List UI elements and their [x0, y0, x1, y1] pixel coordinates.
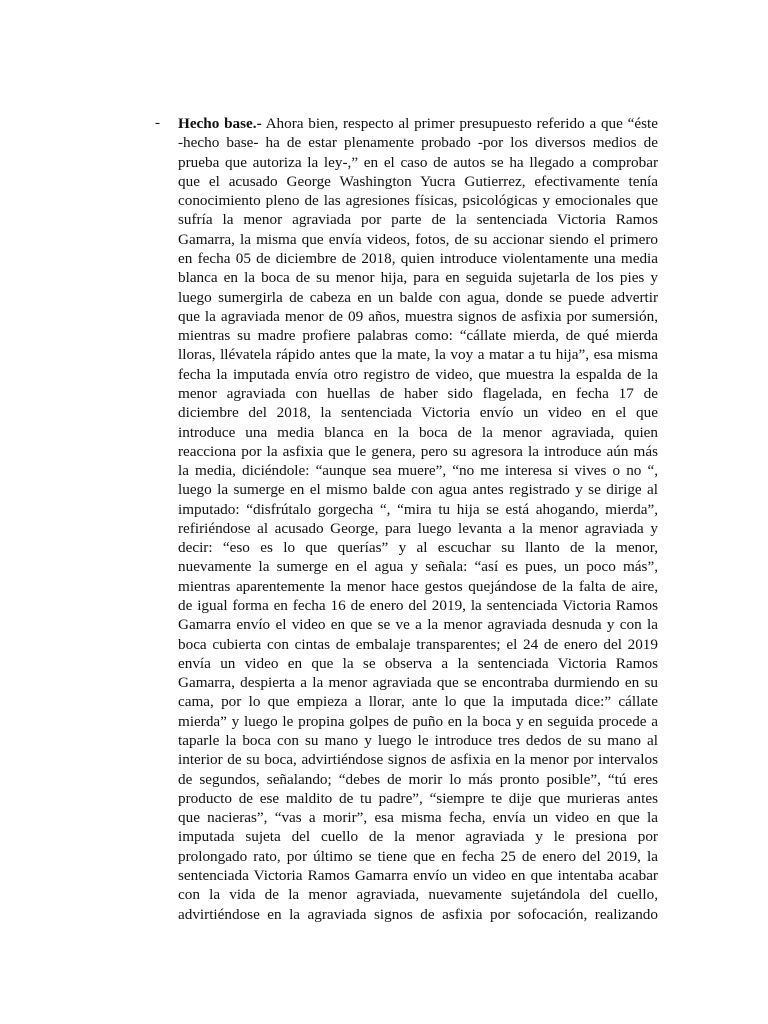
- paragraph-line: luego la sumerge en el mismo balde con agua antes registrado y se dirige al: [178, 481, 658, 499]
- paragraph-line: prueba que autoriza la ley-,” en el caso de autos se ha llegado a comprobar: [178, 153, 658, 171]
- paragraph-line: envía un video en que la se observa a la sentenciada Victoria Ramos: [178, 654, 658, 672]
- paragraph-line: producto de ese maldito de tu padre”, “siempre te dije que murieras antes: [178, 789, 658, 807]
- paragraph-line: mierda” y luego le propina golpes de puño en la boca y en seguida procede a: [178, 712, 658, 730]
- paragraph-line: introduce una media blanca en la boca de la menor agraviada, quien: [178, 423, 658, 441]
- paragraph-line: interior de su boca, advirtiéndose signos de asfixia en la menor por intervalos: [178, 751, 658, 769]
- paragraph-line: Gamarra, la misma que envía videos, fotos, de su accionar siendo el primero: [178, 230, 658, 248]
- paragraph-line: con la vida de la menor agraviada, nuevamente sujetándola del cuello,: [178, 886, 658, 904]
- paragraph-line: imputado: “disfrútalo gorgecha “, “mira tu hija se está ahogando, mierda”,: [178, 500, 658, 518]
- paragraph-line: conocimiento pleno de las agresiones físicas, psicológicas y emocionales que: [178, 192, 658, 210]
- paragraph-line: Gamarra envío el video en que se ve a la menor agraviada desnuda y con la: [178, 616, 658, 634]
- paragraph-line: prolongado rato, por último se tiene que en fecha 25 de enero del 2019, la: [178, 847, 658, 865]
- paragraph-line: sentenciada Victoria Ramos Gamarra envío un video en que intentaba acabar: [178, 866, 658, 884]
- paragraph-line: Gamarra, despierta a la menor agraviada que se encontraba durmiendo en su: [178, 674, 658, 692]
- list-bullet: -: [155, 115, 160, 131]
- paragraph-line: taparle la boca con su mano y luego le introduce tres dedos de su mano al: [178, 732, 658, 749]
- paragraph-line: boca cubierta con cintas de embalaje transparentes; el 24 de enero del 2019: [178, 635, 658, 653]
- paragraph-line: de igual forma en fecha 16 de enero del 2019, la sentenciada Victoria Ramos: [178, 597, 658, 615]
- paragraph-line: nuevamente la sumerge en el agua y señala: “así es pues, un poco más”,: [178, 558, 658, 576]
- paragraph-line: sufría la menor agraviada por parte de la sentenciada Victoria Ramos: [178, 211, 658, 229]
- paragraph-line: [178, 114, 658, 133]
- paragraph-hecho-base: [178, 114, 658, 924]
- paragraph-line: luego sumergirla de cabeza en un balde con agua, donde se puede advertir: [178, 288, 658, 306]
- paragraph-line: decir: “eso es lo que querías” y al escuchar su llanto de la menor,: [178, 539, 658, 557]
- paragraph-line: mientras su madre profiere palabras como: “cállate mierda, de qué mierda: [178, 327, 658, 345]
- paragraph-line: mientras aparentemente la menor hace gestos quejándose de la falta de aire,: [178, 577, 658, 595]
- paragraph-line: lloras, llévatela rápido antes que la mate, la voy a matar a tu hija”, esa misma: [178, 346, 658, 364]
- paragraph-line: -hecho base- ha de estar plenamente probado -por los diversos medios de: [178, 134, 658, 152]
- paragraph-line: que la agraviada menor de 09 años, muestra signos de asfixia por sumersión,: [178, 307, 658, 325]
- paragraph-line: imputada sujeta del cuello de la menor agraviada y le presiona por: [178, 828, 658, 846]
- paragraph-heading: Hecho base.-: [178, 115, 262, 132]
- paragraph-line: advirtiéndose en la agraviada signos de asfixia por sofocación, realizando: [178, 905, 658, 923]
- paragraph-line-text: Ahora bien, respecto al primer presupuesto referido a que “éste: [261, 115, 659, 132]
- paragraph-line: refiriéndose al acusado George, para luego levanta a la menor agraviada y: [178, 519, 658, 537]
- paragraph-line: diciembre del 2018, la sentenciada Victoria envío un video en el que: [178, 404, 658, 422]
- paragraph-line: fecha la imputada envía otro registro de video, que muestra la espalda de la: [178, 365, 658, 383]
- paragraph-line: menor agraviada con huellas de haber sido flagelada, en fecha 17 de: [178, 384, 658, 402]
- paragraph-line: en fecha 05 de diciembre de 2018, quien introduce violentamente una media: [178, 249, 658, 267]
- paragraph-line: reacciona por la asfixia que le genera, pero su agresora la introduce aún más: [178, 442, 658, 460]
- paragraph-line: la media, diciéndole: “aunque sea muere”, “no me interesa si vives o no “,: [178, 462, 658, 480]
- paragraph-line: de segundos, señalando; “debes de morir lo más pronto posible”, “tú eres: [178, 770, 658, 788]
- paragraph-line: que el acusado George Washington Yucra Gutierrez, efectivamente tenía: [178, 172, 658, 190]
- paragraph-line: cama, por lo que empieza a llorar, ante lo que la imputada dice:” cállate: [178, 693, 658, 711]
- paragraph-line: que nacieras”, “vas a morir”, esa misma fecha, envía un video en que la: [178, 809, 658, 827]
- paragraph-line: blanca en la boca de su menor hija, para en seguida sujetarla de los pies y: [178, 269, 658, 287]
